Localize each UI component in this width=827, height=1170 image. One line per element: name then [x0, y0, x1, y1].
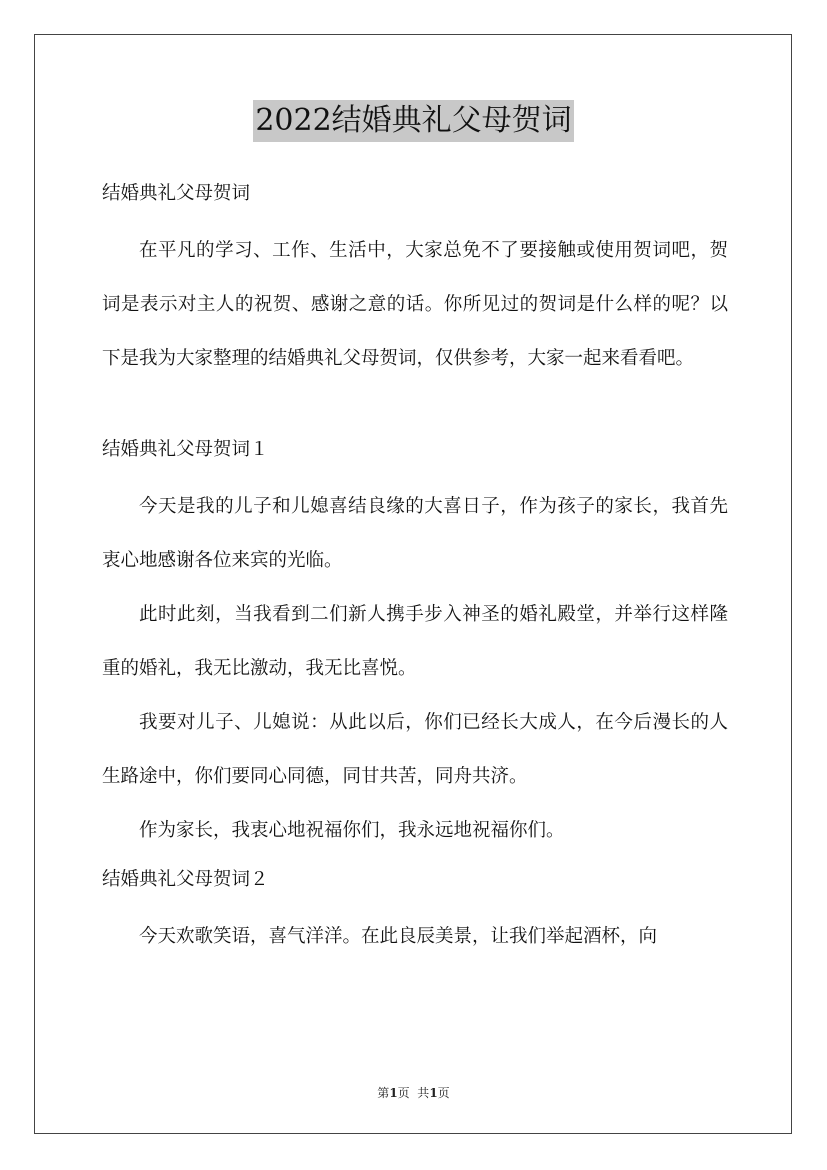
section-heading-intro: 结婚典礼父母贺词	[102, 183, 251, 204]
footer-page-number: 1	[389, 1086, 398, 1100]
paragraph-1-4: 作为家长，我衷心地祝福你们，我永远地祝福你们。	[139, 820, 565, 841]
footer-label-pre: 第	[377, 1086, 390, 1100]
document-body	[102, 172, 728, 964]
footer-label-mid: 页 共	[397, 1086, 430, 1100]
document-title: 2022结婚典礼父母贺词	[253, 100, 573, 142]
section-heading-1: 结婚典礼父母贺词１	[102, 439, 269, 460]
footer-total-pages: 1	[429, 1086, 438, 1100]
section-heading-2: 结婚典礼父母贺词２	[102, 869, 269, 890]
page-footer	[0, 1084, 827, 1101]
paragraph-2-1: 今天欢歌笑语，喜气洋洋。在此良辰美景，让我们举起酒杯，向	[139, 926, 658, 947]
paragraph-1-2: 此时此刻，当我看到二们新人携手步入神圣的婚礼殿堂，并举行这样隆重的婚礼，我无比激动，我无比喜悦。	[102, 604, 728, 679]
footer-label-post: 页	[437, 1086, 450, 1100]
title-wrap	[0, 100, 827, 142]
paragraph-1-3: 我要对儿子、儿媳说：从此以后，你们已经长大成人，在今后漫长的人生路途中，你们要同心同德，同甘共苦，同舟共济。	[102, 712, 728, 787]
section-gap	[102, 386, 728, 428]
paragraph-1-1: 今天是我的儿子和儿媳喜结良缘的大喜日子，作为孩子的家长，我首先衷心地感谢各位来宾的光临。	[102, 496, 728, 571]
paragraph-intro: 在平凡的学习、工作、生活中，大家总免不了要接触或使用贺词吧，贺词是表示对主人的祝贺、感谢之意的话。你所见过的贺词是什么样的呢？以下是我为大家整理的结婚典礼父母贺词，仅供参考，大家一起来看看吧。	[102, 240, 728, 369]
